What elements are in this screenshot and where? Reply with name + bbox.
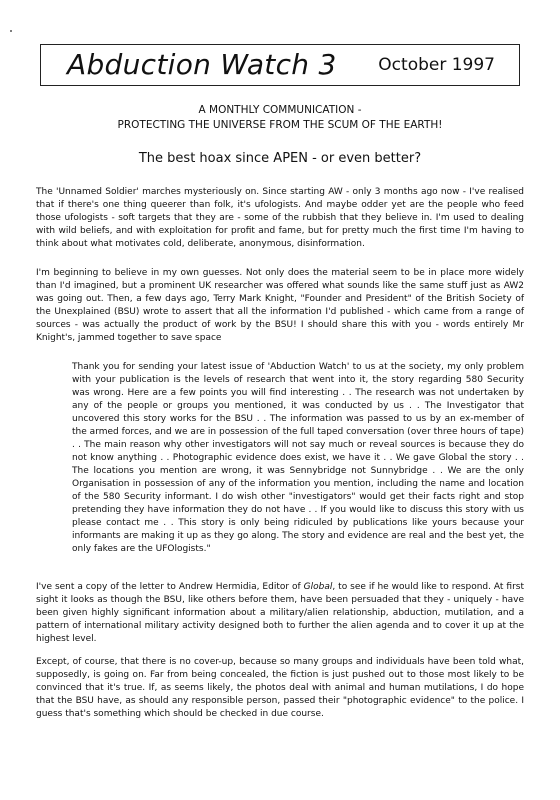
subtitle-line-1: A MONTHLY COMMUNICATION - bbox=[198, 104, 362, 116]
quoted-letter: Thank you for sending your latest issue of 'Abduction Watch' to us at the society, my only problem with your publication is the levels of research that went into it, the story regarding 580 Security was wrong. Here are a few points you will find interesting . . The research was not undertaken by any of the people or groups you mentioned, it was conducted by us . . The Investigator that uncovered this story works for the BSU . . The information was passed to us by an ex-member of the armed forces, and we are in possession of the full taped conversation (over three hours of tape) . . The main reason why other investigators will not say much or reveal sources is because they do not know anything . . Photographic evidence does exist, we have it . . We gave Global the story . . The locations you mention are wrong, it was Sennybridge not Sunnybridge . . We are the only Organisation in possession of any of the information you mention, including the name and location of the 580 Security informant. I do wish other "investigators" would get their facts right and stop pretending they have information they do not have . . If you would like to discuss this story with us please contact me . . This story is only being ridiculed by publications like yours because your informants are making it up as they go along. The story and evidence are real and the best yet, the only fakes are the UFOlogists." bbox=[72, 362, 524, 554]
paragraph-1: The 'Unnamed Soldier' marches mysteriously on. Since starting AW - only 3 months ago now - I've realised that if there's one thing queerer than folk, it's ufologists. And maybe odder yet are the people who feed those ufologists - soft targets that they are - some of the rubbish that they believe in. I'm used to dealing with wild beliefs, and with exploitation for profit and fame, but for pretty much the first time I'm having to think about what motivates cold, deliberate, anonymous, disinformation. bbox=[36, 187, 524, 249]
paragraph-3-start: I've sent a copy of the letter to Andrew Hermidia, Editor of bbox=[36, 582, 304, 592]
publication-name: Global bbox=[303, 582, 333, 592]
paragraph-3-end: , to see if he would like to respond. At first sight it looks as though the BSU, like others before them, have been persuaded that they - uniquely - have been given highly significant information about a military/alien relationship, abduction, mutilation, and a pattern of international military activity designed both to further the alien agenda and to cover it up at the highest level. bbox=[36, 582, 524, 644]
newsletter-title: Abduction Watch 3 bbox=[67, 48, 337, 81]
issue-date: October 1997 bbox=[378, 54, 495, 75]
article-headline: The best hoax since APEN - or even better? bbox=[138, 151, 422, 166]
paragraph-3 bbox=[36, 581, 524, 646]
scan-speck bbox=[10, 30, 12, 32]
paragraph-4: Except, of course, that there is no cover-up, because so many groups and individuals have been told what, supposedly, is going on. Far from being concealed, the fiction is just pushed out to those most likely to be convinced that it's true. If, as seems likely, the photos deal with animal and human mutilations, I do hope that the BSU have, as should any responsible person, passed their "photographic evidence" to the police. I guess that's something which should be checked in due course. bbox=[36, 657, 524, 719]
masthead bbox=[40, 44, 520, 86]
subtitle bbox=[40, 103, 520, 133]
paragraph-2: I'm beginning to believe in my own guesses. Not only does the material seem to be in place more widely than I'd imagined, but a prominent UK researcher was offered what sounds like the same stuff just as AW2 was going out. Then, a few days ago, Terry Mark Knight, "Founder and President" of the British Society of the Unexplained (BSU) wrote to assert that all the information I'd published - which came from a range of sources - was actually the product of work by the BSU! I should share this with you - words entirely Mr Knight's, jammed together to save space bbox=[36, 268, 524, 343]
subtitle-line-2: PROTECTING THE UNIVERSE FROM THE SCUM OF THE EARTH! bbox=[117, 119, 443, 131]
